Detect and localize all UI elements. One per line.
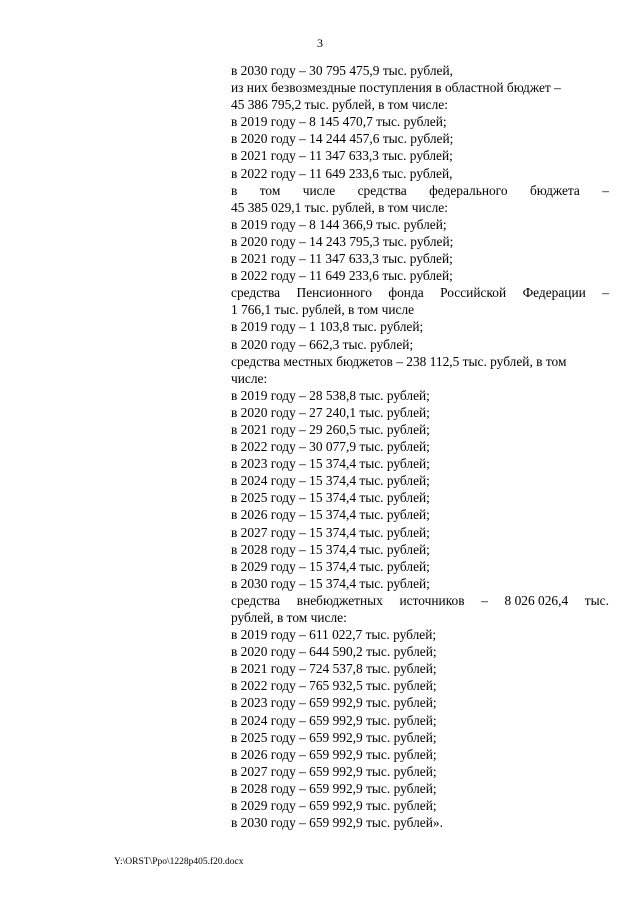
text-word: в [231, 182, 238, 198]
text-word: фонда [388, 285, 424, 301]
text-line: в 2019 году – 8 145 470,7 тыс. рублей; [231, 114, 447, 130]
text-line: в 2020 году – 644 590,2 тыс. рублей; [231, 644, 437, 660]
text-line: в 2019 году – 28 538,8 тыс. рублей; [231, 387, 430, 403]
text-word: – [602, 182, 609, 198]
text-word: бюджета [529, 182, 580, 198]
text-line: рублей, в том числе: [231, 610, 347, 625]
text-line: в 2022 году – 30 077,9 тыс. рублей; [231, 439, 430, 455]
text-line: числе: [231, 370, 268, 386]
text-line: в 2022 году – 765 932,5 тыс. рублей; [231, 678, 437, 694]
text-line: в 2030 году – 30 795 475,9 тыс. рублей, [231, 63, 453, 78]
text-word: Федерации [522, 285, 586, 301]
text-line: в 2023 году – 659 992,9 тыс. рублей; [231, 695, 437, 711]
text-word: 8 026 026,4 [504, 592, 569, 608]
text-word: средства [231, 285, 281, 301]
text-line: средства местных бюджетов – 238 112,5 тыс. рублей, в том [231, 353, 567, 369]
file-path-footer: Y:\ORST\Ppo\1228p405.f20.docx [114, 857, 244, 867]
text-line: в 2027 году – 15 374,4 тыс. рублей; [231, 524, 430, 540]
text-line: в 2020 году – 662,3 тыс. рублей; [231, 336, 414, 352]
text-line: в 2020 году – 14 244 457,6 тыс. рублей; [231, 131, 454, 147]
text-line: в 2021 году – 11 347 633,3 тыс. рублей; [231, 148, 453, 164]
text-line: в 2021 году – 11 347 633,3 тыс. рублей; [231, 251, 453, 267]
text-line: в 2021 году – 29 260,5 тыс. рублей; [231, 421, 430, 437]
text-word: числе [302, 182, 336, 198]
text-line: из них безвозмездные поступления в областной бюджет – [231, 80, 561, 96]
text-line: в 2028 году – 659 992,9 тыс. рублей; [231, 780, 437, 796]
text-line: в 2020 году – 14 243 795,3 тыс. рублей; [231, 233, 454, 249]
text-line: в 2030 году – 15 374,4 тыс. рублей; [231, 575, 430, 591]
text-line: в 2019 году – 8 144 366,9 тыс. рублей; [231, 216, 447, 232]
text-line: 45 385 029,1 тыс. рублей, в том числе: [231, 199, 448, 215]
text-word: – [602, 285, 609, 301]
text-word: источников [399, 592, 465, 608]
text-line [231, 284, 609, 301]
text-line: в 2024 году – 15 374,4 тыс. рублей; [231, 473, 430, 489]
text-word: средства [357, 182, 407, 198]
text-line: 45 386 795,2 тыс. рублей, в том числе: [231, 97, 448, 113]
text-line: в 2026 году – 659 992,9 тыс. рублей; [231, 746, 437, 762]
text-line: в 2023 году – 15 374,4 тыс. рублей; [231, 456, 430, 472]
text-line: в 2029 году – 659 992,9 тыс. рублей; [231, 798, 437, 814]
text-line: в 2022 году – 11 649 233,6 тыс. рублей, [231, 165, 453, 181]
text-word: том [259, 182, 281, 198]
text-line: в 2026 году – 15 374,4 тыс. рублей; [231, 507, 430, 523]
text-word: Пенсионного [296, 285, 372, 301]
text-word: средства [231, 592, 281, 608]
text-line: в 2027 году – 659 992,9 тыс. рублей; [231, 763, 437, 779]
text-line: в 2025 году – 659 992,9 тыс. рублей; [231, 729, 437, 745]
text-line: в 2028 году – 15 374,4 тыс. рублей; [231, 541, 430, 557]
text-line [231, 592, 609, 609]
text-word: федерального [429, 182, 508, 198]
text-line: 1 766,1 тыс. рублей, в том числе [231, 302, 415, 318]
page-number: 3 [317, 36, 323, 50]
text-line: в 2019 году – 611 022,7 тыс. рублей; [231, 627, 437, 643]
text-line: в 2022 году – 11 649 233,6 тыс. рублей; [231, 268, 453, 284]
text-word: – [481, 592, 488, 608]
text-word: внебюджетных [296, 592, 383, 608]
text-line: в 2019 году – 1 103,8 тыс. рублей; [231, 319, 424, 335]
text-word: Российской [440, 285, 507, 301]
text-word: тыс. [584, 592, 609, 608]
text-line: в 2024 году – 659 992,9 тыс. рублей; [231, 712, 437, 728]
text-line: в 2025 году – 15 374,4 тыс. рублей; [231, 490, 430, 506]
text-line: в 2020 году – 27 240,1 тыс. рублей; [231, 404, 430, 420]
text-line: в 2029 году – 15 374,4 тыс. рублей; [231, 558, 430, 574]
text-line: в 2030 году – 659 992,9 тыс. рублей». [231, 815, 443, 831]
document-body [231, 62, 609, 831]
text-line: в 2021 году – 724 537,8 тыс. рублей; [231, 661, 437, 677]
text-line [231, 182, 609, 199]
